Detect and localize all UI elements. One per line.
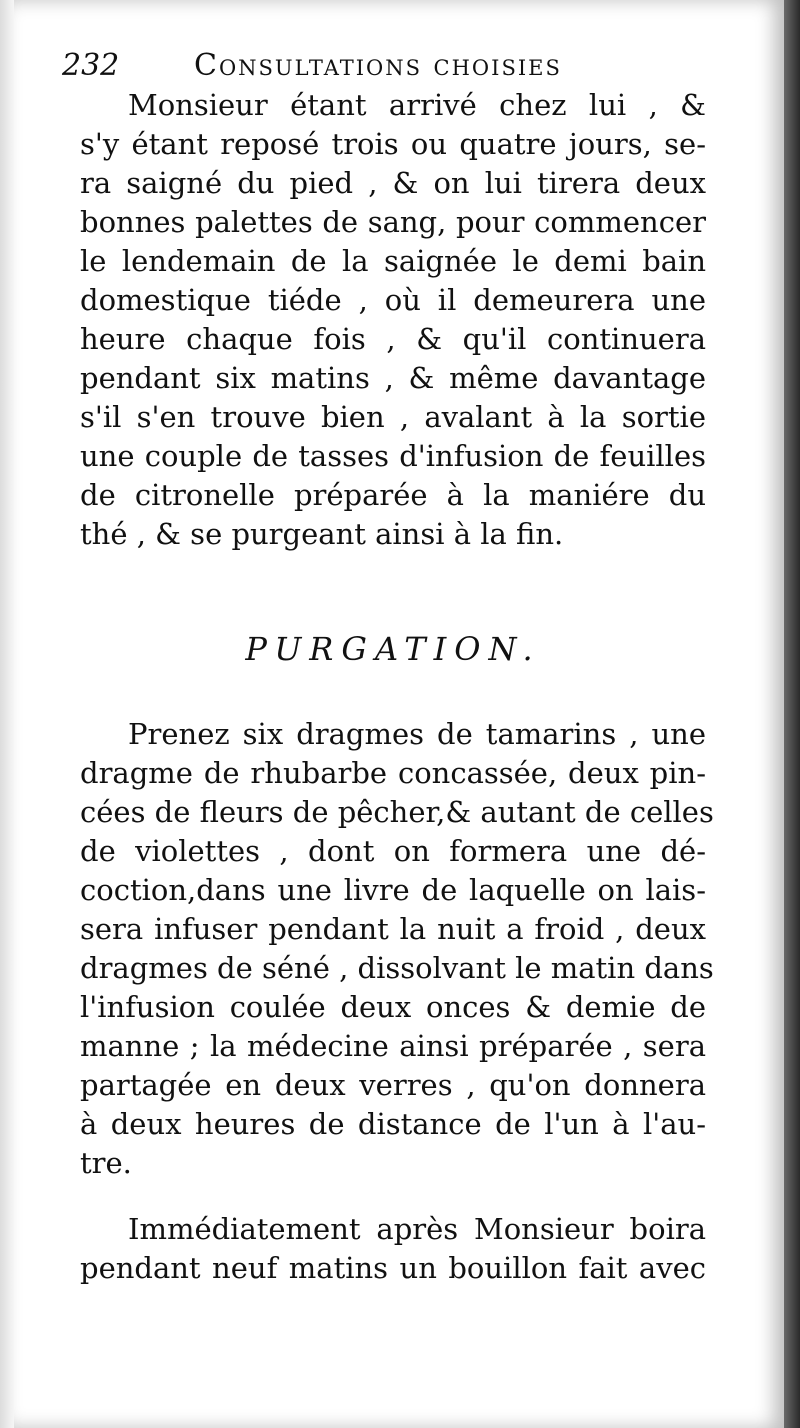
page-left-margin: [0, 0, 14, 1428]
text-line: partagée en deux verres , qu'on donnera: [80, 1068, 706, 1102]
text-line: heure chaque fois , & qu'il continuera: [80, 322, 706, 356]
text-line: pendant neuf matins un bouillon fait avec: [80, 1251, 706, 1285]
text-line: dragme de rhubarbe concassée, deux pin-: [80, 756, 706, 790]
text-line: bonnes palettes de sang, pour commencer: [80, 205, 706, 239]
page-header: [62, 42, 722, 92]
paragraph-3: [80, 1210, 706, 1288]
text-line: le lendemain de la saignée le demi bain: [80, 244, 706, 278]
text-line: pendant six matins , & même davantage: [80, 361, 706, 395]
page-gutter-shadow: [784, 0, 800, 1428]
text-line: Prenez six dragmes de tamarins , une: [128, 717, 706, 751]
section-heading: PURGATION.: [245, 630, 541, 668]
text-line: de citronelle préparée à la maniére du: [80, 478, 706, 512]
text-line: s'il s'en trouve bien , avalant à la sortie: [80, 400, 706, 434]
page-number: 232: [62, 48, 120, 83]
running-title: Consultations choisies: [194, 48, 562, 83]
text-line: tre.: [80, 1146, 132, 1180]
text-line: sera infuser pendant la nuit a froid , deux: [80, 912, 706, 946]
text-line: manne ; la médecine ainsi préparée , sera: [80, 1029, 706, 1063]
text-line: de violettes , dont on formera une dé-: [80, 834, 706, 868]
text-line: domestique tiéde , où il demeurera une: [80, 283, 706, 317]
text-line: dragmes de séné , dissolvant le matin dans: [80, 951, 714, 985]
text-line: une couple de tasses d'infusion de feuilles: [80, 439, 706, 473]
text-line: cées de fleurs de pêcher,& autant de celles: [80, 795, 714, 829]
text-line: l'infusion coulée deux onces & demie de: [80, 990, 706, 1024]
text-line: à deux heures de distance de l'un à l'au-: [80, 1107, 706, 1141]
text-line: s'y étant reposé trois ou quatre jours, se-: [80, 127, 706, 161]
paragraph-2: [80, 715, 714, 1183]
text-line: thé , & se purgeant ainsi à la fin.: [80, 517, 564, 551]
paragraph-1: [80, 86, 706, 554]
text-line: Monsieur étant arrivé chez lui , &: [128, 88, 706, 122]
text-line: ra saigné du pied , & on lui tirera deux: [80, 166, 706, 200]
text-line: coction,dans une livre de laquelle on lais-: [80, 873, 706, 907]
text-line: Immédiatement après Monsieur boira: [128, 1212, 706, 1246]
